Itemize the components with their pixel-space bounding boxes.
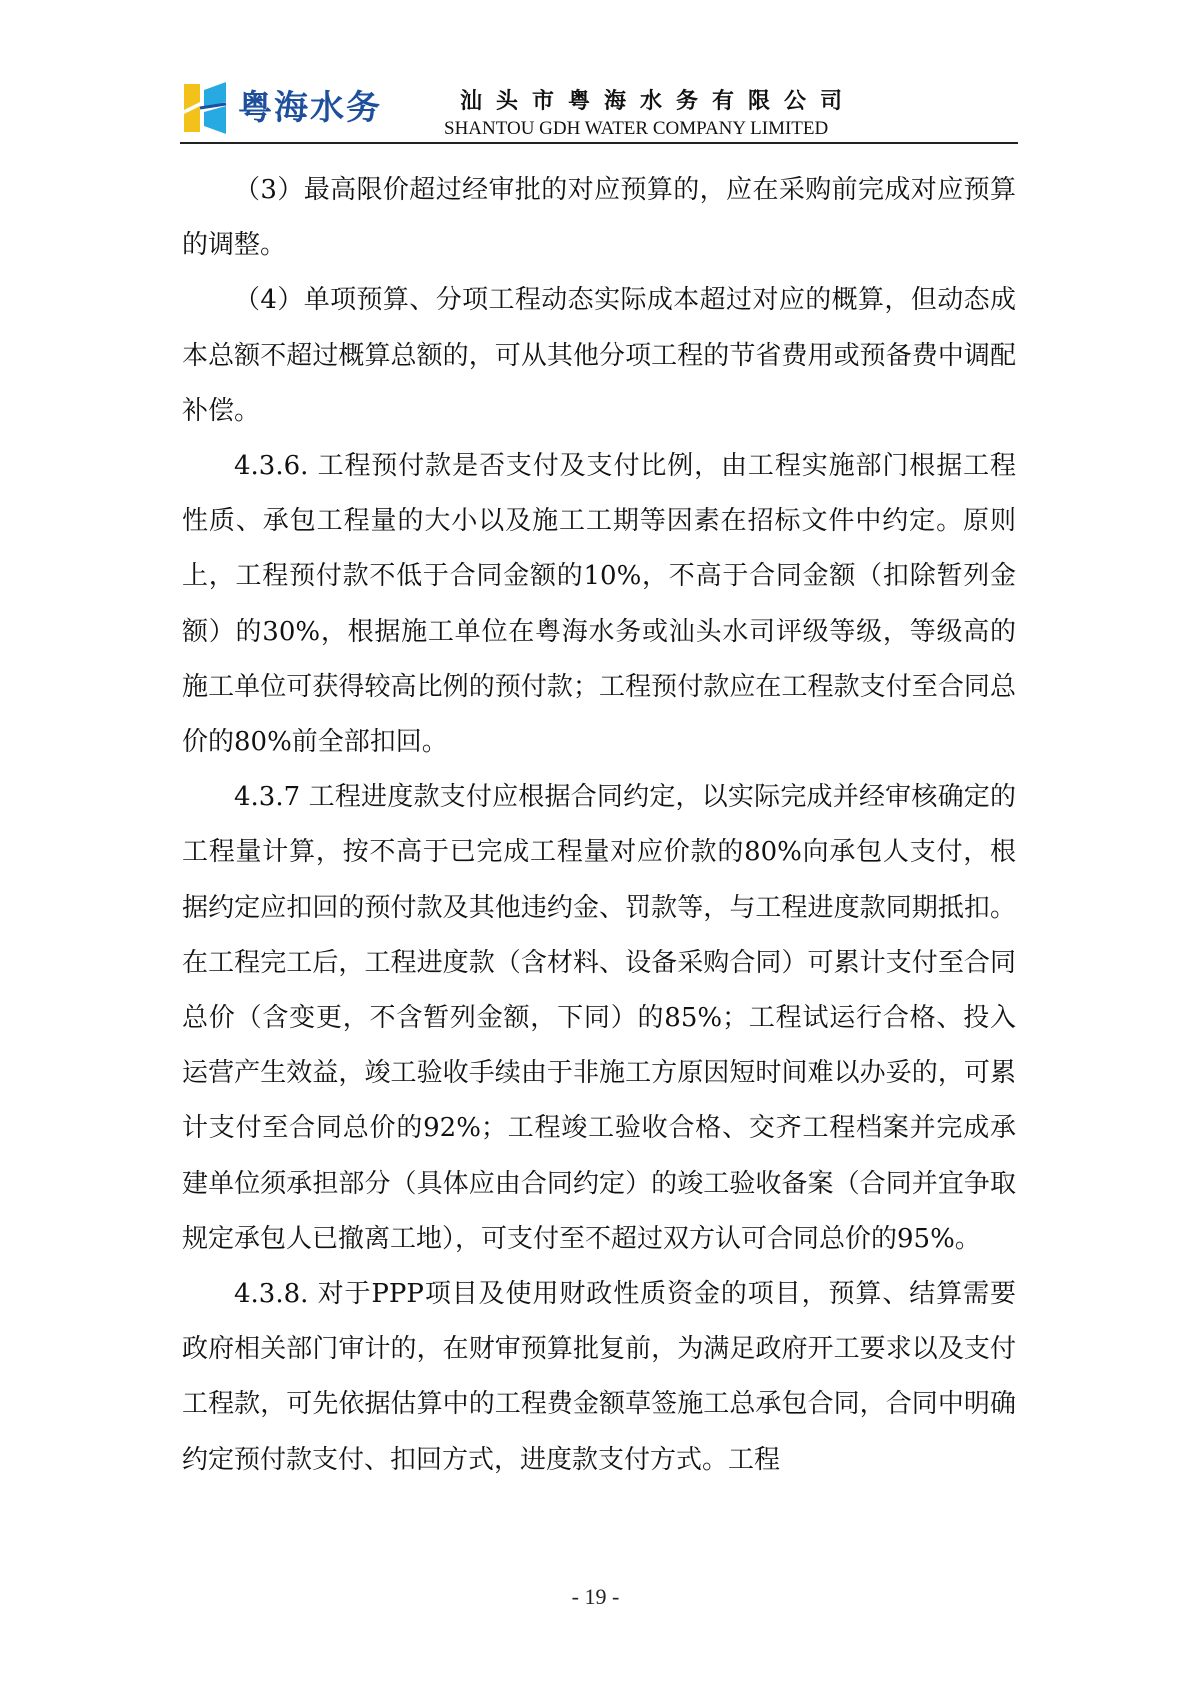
letterhead [180,76,1018,142]
document-body [182,163,1016,1488]
page-number: - 19 - [571,1584,620,1609]
company-name-cn: 汕头市粤海水务有限公司 [460,89,857,114]
logo-text: 粤海水务 [238,88,382,128]
paragraph: （3）最高限价超过经审批的对应预算的，应在采购前完成对应预算的调整。 [182,175,1016,261]
header-divider [180,142,1018,144]
paragraph: 4.3.8. 对于PPP项目及使用财政性质资金的项目，预算、结算需要政府相关部门审计的，在财审预算批复前，为满足政府开工要求以及支付工程款，可先依据估算中的工程费金额草签施工总承包合同，合同中明确约定预付款支付、扣回方式，进度款支付方式。工程 [182,1279,1016,1475]
paragraph: 4.3.6. 工程预付款是否支付及支付比例，由工程实施部门根据工程性质、承包工程量的大小以及施工工期等因素在招标文件中约定。原则上，工程预付款不低于合同金额的10%，不高于合同金额（扣除暂列金额）的30%，根据施工单位在粤海水务或汕头水司评级等级，等级高的施工单位可获得较高比例的预付款；工程预付款应在工程款支付至合同总价的80%前全部扣回。 [182,451,1016,758]
gdh-water-logo-icon [180,80,230,136]
company-name-en: SHANTOU GDH WATER COMPANY LIMITED [444,118,829,139]
paragraph: 4.3.7 工程进度款支付应根据合同约定，以实际完成并经审核确定的工程量计算，按不高于已完成工程量对应价款的80%向承包人支付，根据约定应扣回的预付款及其他违约金、罚款等，与工程进度款同期抵扣。在工程完工后，工程进度款（含材料、设备采购合同）可累计支付至合同总价（含变更，不含暂列金额，下同）的85%；工程试运行合格、投入运营产生效益，竣工验收手续由于非施工方原因短时间难以办妥的，可累计支付至合同总价的92%；工程竣工验收合格、交齐工程档案并完成承建单位须承担部分（具体应由合同约定）的竣工验收备案（合同并宜争取规定承包人已撤离工地），可支付至不超过双方认可合同总价的95%。 [182,782,1016,1254]
paragraph: （4）单项预算、分项工程动态实际成本超过对应的概算，但动态成本总额不超过概算总额的，可从其他分项工程的节省费用或预备费中调配补偿。 [182,285,1016,426]
